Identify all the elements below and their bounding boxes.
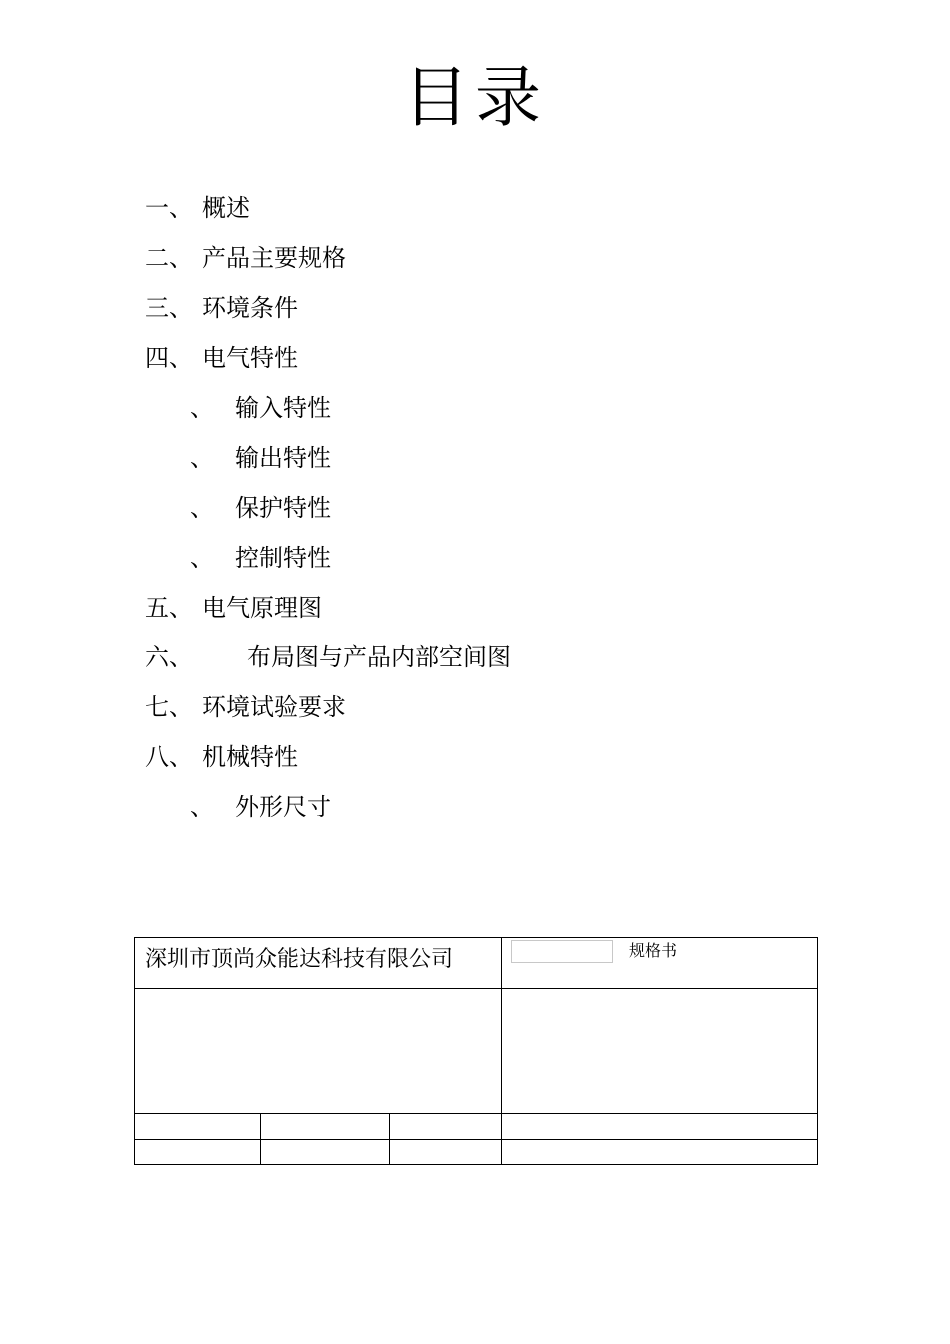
- toc-number: 五、: [145, 594, 193, 622]
- toc-label: 输入特性: [235, 394, 331, 422]
- toc-label: 电气原理图: [202, 594, 322, 622]
- footer-empty-cell: [390, 1114, 502, 1140]
- toc-label: 控制特性: [235, 544, 331, 572]
- footer-empty-cell: [261, 1140, 390, 1165]
- toc-number: 一、: [145, 194, 193, 222]
- footer-body-row: [135, 989, 818, 1114]
- toc-number: 、: [190, 444, 214, 472]
- spec-label: 规格书: [629, 941, 678, 960]
- page-title: 目录: [403, 59, 547, 136]
- footer-empty-cell: [135, 1114, 261, 1140]
- toc-number: 八、: [145, 743, 193, 771]
- company-name: 深圳市顶尚众能达科技有限公司: [135, 938, 502, 989]
- toc-label: 保护特性: [235, 494, 331, 522]
- spec-input-box[interactable]: [511, 940, 613, 963]
- footer-empty-cell: [502, 1114, 818, 1140]
- footer-row: [135, 1114, 818, 1140]
- footer-empty-cell: [135, 1140, 261, 1165]
- toc-number: 三、: [145, 294, 193, 322]
- footer-empty-cell: [502, 989, 818, 1114]
- toc-number: 、: [190, 494, 214, 522]
- footer-row: [135, 1140, 818, 1165]
- toc-number: 、: [190, 793, 214, 821]
- toc-number: 二、: [145, 244, 193, 272]
- spec-cell: [502, 938, 818, 989]
- toc-number: 四、: [145, 344, 193, 372]
- footer-header-row: [135, 938, 818, 989]
- toc-label: 电气特性: [202, 344, 298, 372]
- footer-empty-cell: [135, 989, 502, 1114]
- footer-empty-cell: [502, 1140, 818, 1165]
- toc-label: 环境条件: [202, 294, 298, 322]
- document-footer-table: [134, 937, 818, 1165]
- toc-number: 七、: [145, 693, 193, 721]
- toc-label: 概述: [202, 194, 250, 222]
- footer-empty-cell: [261, 1114, 390, 1140]
- toc-label: 布局图与产品内部空间图: [247, 643, 511, 671]
- toc-label: 外形尺寸: [235, 793, 331, 821]
- toc-number: 、: [190, 394, 214, 422]
- footer-empty-cell: [390, 1140, 502, 1165]
- toc-label: 输出特性: [235, 444, 331, 472]
- toc-label: 机械特性: [202, 743, 298, 771]
- toc-number: 、: [190, 544, 214, 572]
- toc-label: 产品主要规格: [202, 244, 346, 272]
- toc-number: 六、: [145, 643, 193, 671]
- toc-label: 环境试验要求: [202, 693, 346, 721]
